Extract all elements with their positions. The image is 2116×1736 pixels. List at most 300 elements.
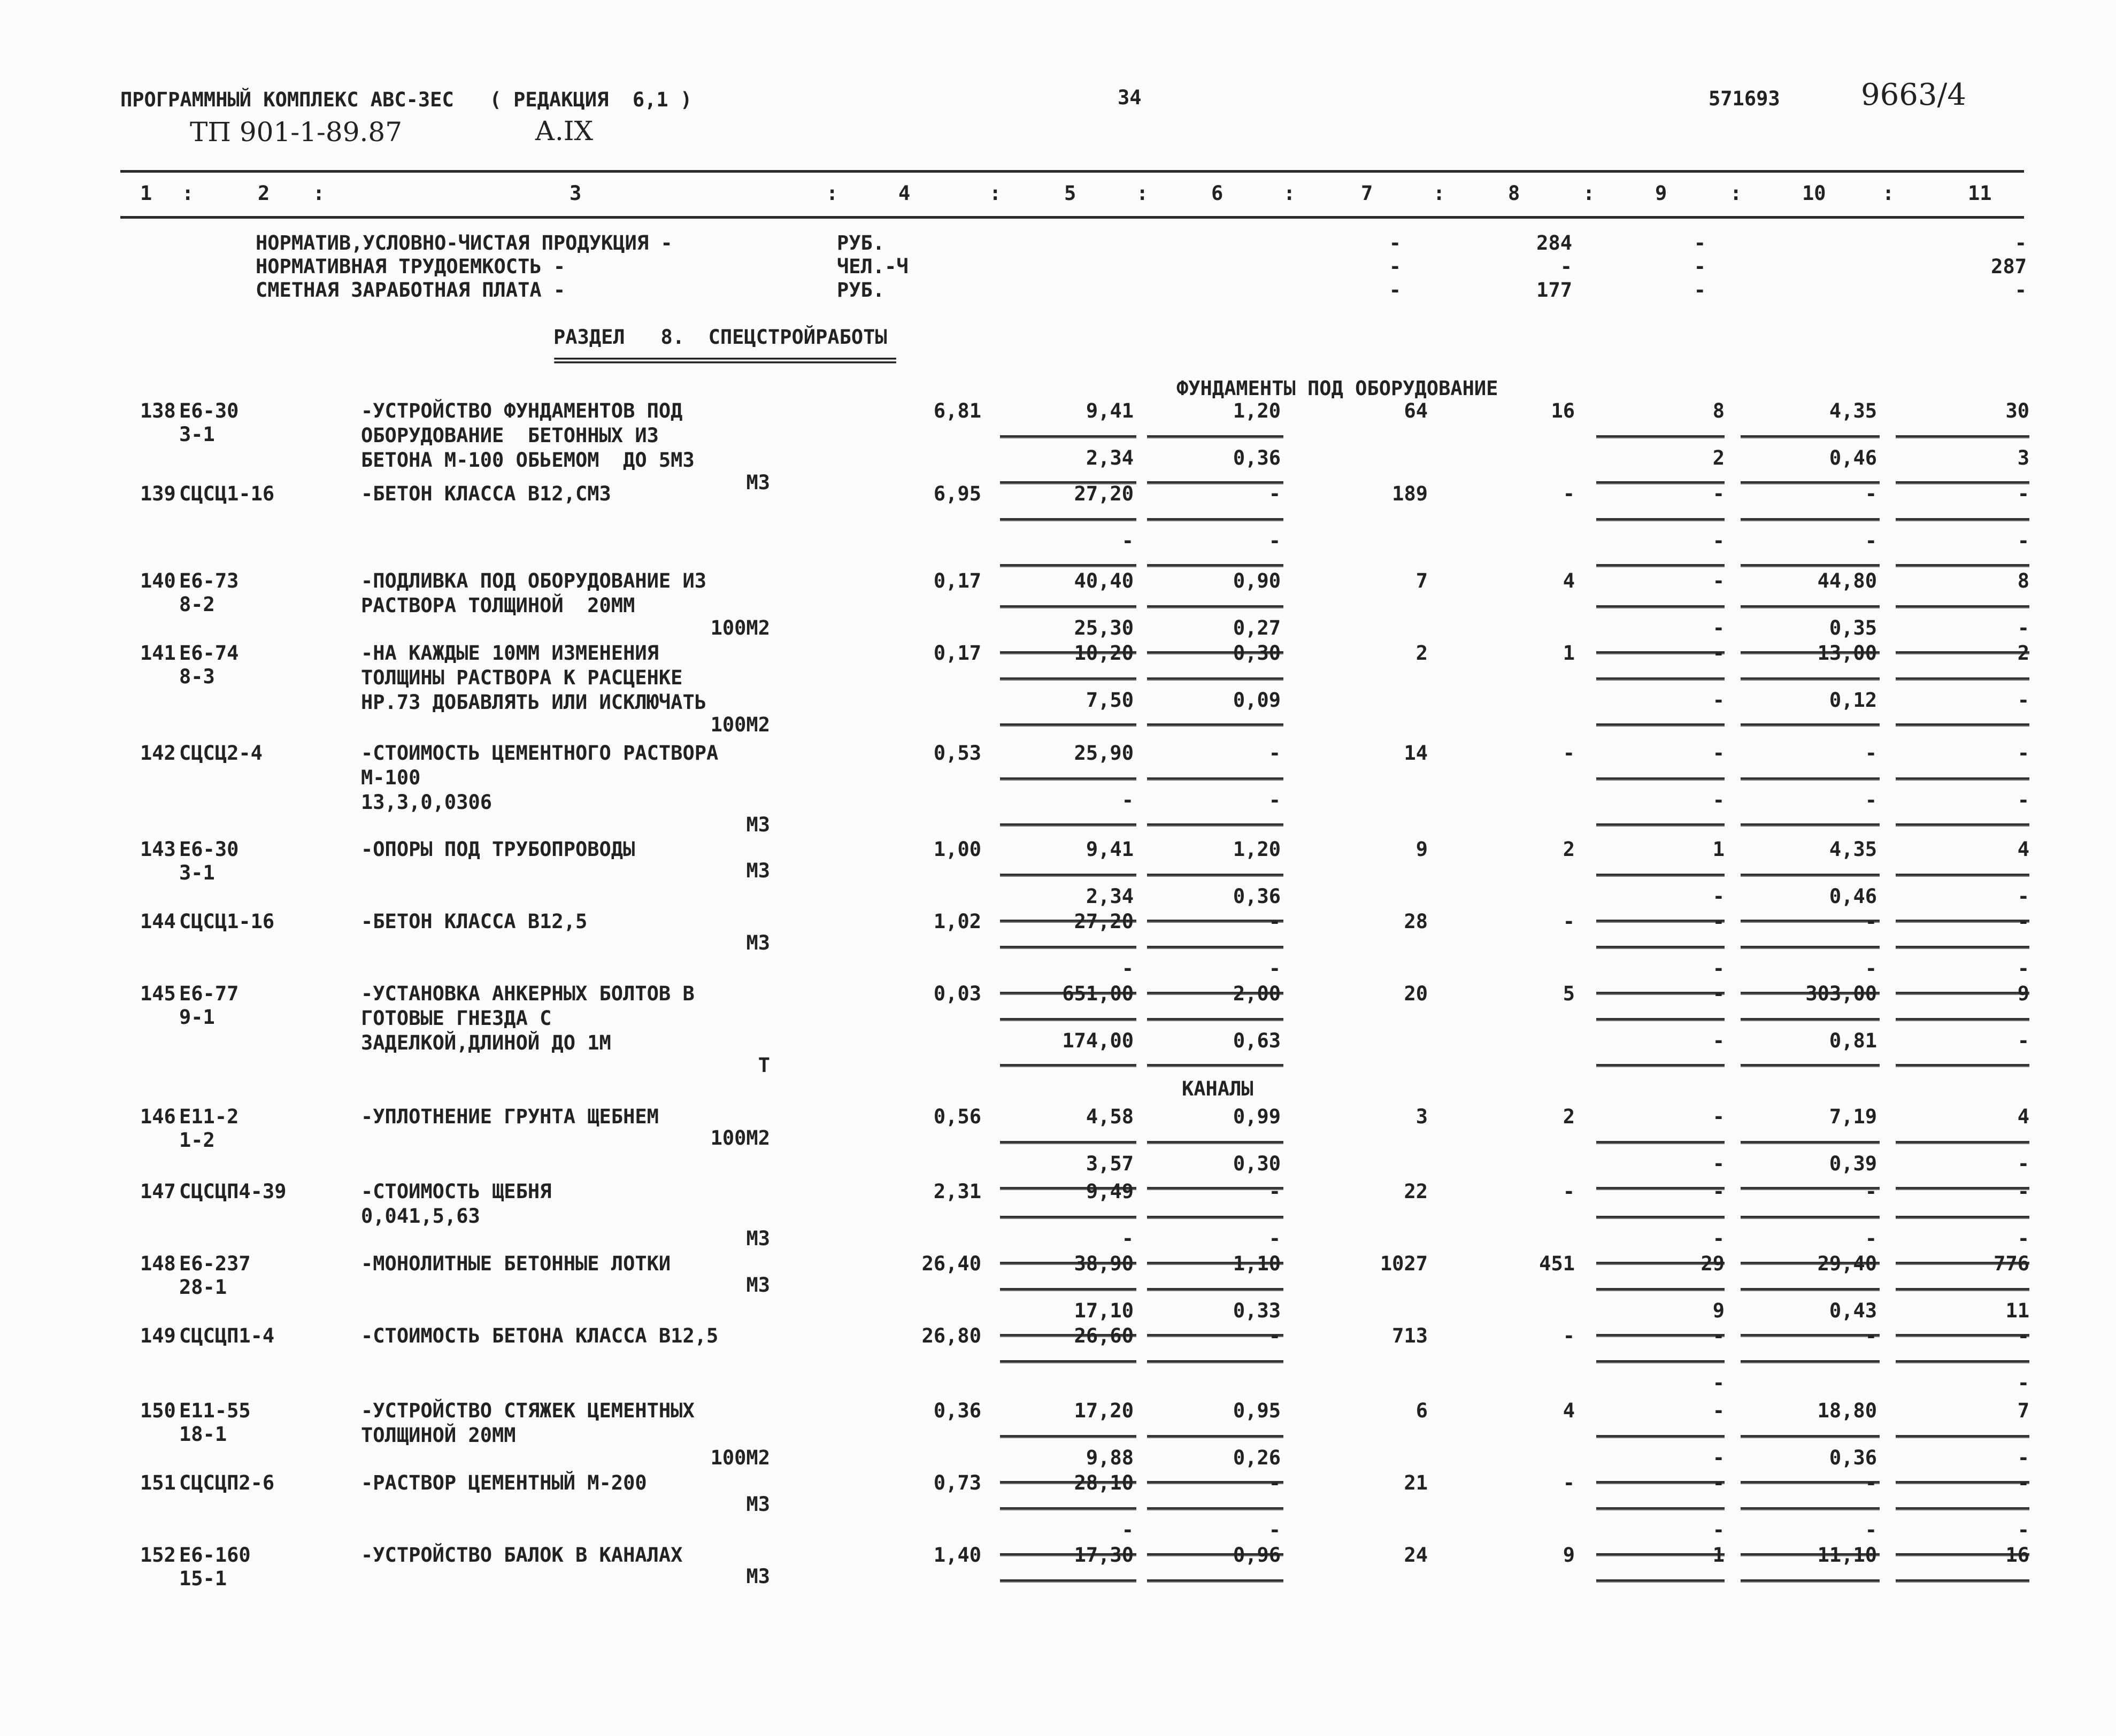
value-underline <box>1147 518 1283 521</box>
row-secondary-c11: 11 <box>2005 1299 2029 1322</box>
row-unit: 100М2 <box>710 616 770 639</box>
row-value-c10: 18,80 <box>1817 1399 1877 1422</box>
summary-col11: - <box>2014 279 2027 302</box>
header-top-rule <box>120 170 2024 173</box>
row-value-c5: 17,30 <box>1074 1544 1134 1567</box>
row-secondary-c11: - <box>2017 1446 2029 1469</box>
rate-code: Е6-30 <box>179 838 239 861</box>
row-number: 146 <box>140 1105 176 1128</box>
summary-unit: РУБ. <box>837 279 885 302</box>
row-description: БЕТОНА М-100 ОБЬЕМОМ ДО 5М3 <box>361 449 695 472</box>
value-underline <box>1896 1064 2029 1067</box>
value-underline <box>1596 1288 1725 1291</box>
row-value-c6: 0,99 <box>1233 1105 1281 1128</box>
row-value-c11: - <box>2017 742 2029 765</box>
summary-col8: - <box>1560 255 1572 278</box>
row-value-c9: 8 <box>1712 399 1725 422</box>
rate-code-sub: 3-1 <box>179 423 215 446</box>
row-value-c9: - <box>1712 1180 1725 1203</box>
value-underline <box>1000 874 1136 877</box>
row-value-c8: 2 <box>1563 1105 1575 1128</box>
summary-col11: - <box>2014 232 2027 254</box>
row-secondary-c9: - <box>1712 789 1725 812</box>
value-underline <box>1596 605 1725 608</box>
row-value-c4: 2,31 <box>933 1180 981 1203</box>
row-value-c8: 9 <box>1563 1544 1575 1567</box>
row-secondary-c5: - <box>1121 1518 1134 1541</box>
row-secondary-c10: 0,46 <box>1829 446 1877 469</box>
row-secondary-c9: - <box>1712 1446 1725 1469</box>
row-secondary-c9: 9 <box>1712 1299 1725 1322</box>
value-underline <box>1596 1141 1725 1144</box>
row-value-c5: 9,49 <box>1086 1180 1134 1203</box>
row-value-c10: 4,35 <box>1829 838 1877 861</box>
summary-col9: - <box>1694 255 1706 278</box>
value-underline <box>1596 564 1725 567</box>
column-separator: : <box>1583 182 1595 205</box>
column-separator: : <box>1730 182 1742 205</box>
value-underline <box>1147 946 1283 949</box>
row-secondary-c6: - <box>1268 529 1281 552</box>
row-description: НР.73 ДОБАВЛЯТЬ ИЛИ ИСКЛЮЧАТЬ <box>361 691 707 714</box>
row-secondary-c5: - <box>1121 789 1134 812</box>
row-value-c11: 776 <box>1994 1252 2029 1275</box>
column-header-7: 7 <box>1361 182 1373 205</box>
row-value-c7: 28 <box>1404 910 1428 933</box>
row-unit: 100М2 <box>710 1127 770 1149</box>
row-value-c7: 20 <box>1404 982 1428 1005</box>
rate-code-sub: 9-1 <box>179 1006 215 1029</box>
rate-code-sub: 15-1 <box>179 1567 227 1590</box>
rate-code: Е6-237 <box>179 1252 251 1275</box>
summary-col7: - <box>1389 255 1401 278</box>
row-value-c4: 0,53 <box>933 742 981 765</box>
row-secondary-c10: 0,46 <box>1829 885 1877 908</box>
rate-code-sub: 18-1 <box>179 1423 227 1446</box>
row-value-c8: - <box>1563 910 1575 933</box>
row-unit: М3 <box>746 1227 770 1250</box>
rate-code: СЦСЦП2-6 <box>179 1471 275 1494</box>
value-underline <box>1596 1435 1725 1438</box>
value-underline <box>1596 1064 1725 1067</box>
value-underline <box>1741 677 1880 681</box>
row-description: -НА КАЖДЫЕ 10ММ ИЗМЕНЕНИЯ <box>361 642 659 665</box>
row-description: М-100 <box>361 766 421 789</box>
summary-label: НОРМАТИВНАЯ ТРУДОЕМКОСТЬ - <box>256 255 566 278</box>
row-value-c5: 28,10 <box>1074 1471 1134 1494</box>
column-header-4: 4 <box>898 182 911 205</box>
row-description: -РАСТВОР ЦЕМЕНТНЫЙ М-200 <box>361 1471 647 1494</box>
row-value-c8: 1 <box>1563 642 1575 665</box>
column-separator: : <box>1882 182 1895 205</box>
row-value-c9: - <box>1712 742 1725 765</box>
value-underline <box>1147 1018 1283 1021</box>
row-value-c4: 26,40 <box>921 1252 981 1275</box>
row-secondary-c9: - <box>1712 1227 1725 1250</box>
value-underline <box>1896 677 2029 681</box>
value-underline <box>1147 723 1283 727</box>
row-secondary-c11: - <box>2017 1227 2029 1250</box>
row-value-c11: 7 <box>2017 1399 2029 1422</box>
row-unit: М3 <box>746 1565 770 1588</box>
value-underline <box>1000 1064 1136 1067</box>
row-number: 148 <box>140 1252 176 1275</box>
value-underline <box>1147 1064 1283 1067</box>
row-value-c5: 651,00 <box>1062 982 1134 1005</box>
row-value-c10: 4,35 <box>1829 399 1877 422</box>
row-secondary-c6: - <box>1268 789 1281 812</box>
row-value-c11: 16 <box>2005 1544 2029 1567</box>
row-value-c8: 16 <box>1551 399 1575 422</box>
row-value-c7: 189 <box>1392 482 1428 505</box>
value-underline <box>1000 777 1136 781</box>
value-underline <box>1896 1288 2029 1291</box>
row-value-c9: - <box>1712 482 1725 505</box>
row-value-c7: 9 <box>1415 838 1428 861</box>
value-underline <box>1000 946 1136 949</box>
row-value-c9: - <box>1712 1399 1725 1422</box>
row-value-c7: 21 <box>1404 1471 1428 1494</box>
column-separator: : <box>1283 182 1296 205</box>
column-separator: : <box>1136 182 1149 205</box>
column-header-3: 3 <box>570 182 582 205</box>
row-number: 141 <box>140 642 176 665</box>
summary-label: НОРМАТИВ,УСЛОВНО-ЧИСТАЯ ПРОДУКЦИЯ - <box>256 232 673 254</box>
row-number: 142 <box>140 742 176 765</box>
row-value-c10: - <box>1865 910 1877 933</box>
row-description: -УСТРОЙСТВО БАЛОК В КАНАЛАХ <box>361 1544 683 1567</box>
row-value-c10: 7,19 <box>1829 1105 1877 1128</box>
row-secondary-c11: - <box>2017 529 2029 552</box>
row-value-c9: - <box>1712 910 1725 933</box>
row-secondary-c9: - <box>1712 529 1725 552</box>
summary-unit: ЧЕЛ.-Ч <box>837 255 909 278</box>
value-underline <box>1147 1141 1283 1144</box>
row-value-c10: - <box>1865 742 1877 765</box>
rate-code: Е6-77 <box>179 982 239 1005</box>
value-underline <box>1147 605 1283 608</box>
row-value-c9: - <box>1712 1471 1725 1494</box>
row-value-c11: - <box>2017 1471 2029 1494</box>
row-value-c5: 27,20 <box>1074 482 1134 505</box>
row-value-c10: - <box>1865 482 1877 505</box>
row-value-c9: - <box>1712 569 1725 592</box>
row-secondary-c10: 0,43 <box>1829 1299 1877 1322</box>
row-secondary-c9: - <box>1712 1029 1725 1052</box>
row-unit: М3 <box>746 931 770 954</box>
value-underline <box>1596 435 1725 438</box>
rate-code-sub: 8-2 <box>179 593 215 616</box>
row-secondary-c5: 3,57 <box>1086 1152 1134 1175</box>
value-underline <box>1596 823 1725 827</box>
row-value-c5: 40,40 <box>1074 569 1134 592</box>
row-value-c9: - <box>1712 1105 1725 1128</box>
row-number: 149 <box>140 1324 176 1347</box>
row-value-c8: 5 <box>1563 982 1575 1005</box>
row-value-c6: 0,30 <box>1233 642 1281 665</box>
row-value-c9: 29 <box>1701 1252 1725 1275</box>
value-underline <box>1896 1579 2029 1583</box>
row-secondary-c9: - <box>1712 1371 1725 1394</box>
value-underline <box>1000 1579 1136 1583</box>
row-value-c5: 4,58 <box>1086 1105 1134 1128</box>
row-secondary-c10: 0,39 <box>1829 1152 1877 1175</box>
row-secondary-c9: - <box>1712 1518 1725 1541</box>
row-value-c8: - <box>1563 1324 1575 1347</box>
column-header-2: 2 <box>258 182 270 205</box>
row-value-c5: 9,41 <box>1086 838 1134 861</box>
row-secondary-c9: - <box>1712 616 1725 639</box>
value-underline <box>1896 564 2029 567</box>
value-underline <box>1741 1579 1880 1583</box>
value-underline <box>1147 874 1283 877</box>
row-secondary-c11: - <box>2017 1518 2029 1541</box>
row-secondary-c9: 2 <box>1712 446 1725 469</box>
row-value-c8: 2 <box>1563 838 1575 861</box>
row-description: -УПЛОТНЕНИЕ ГРУНТА ЩЕБНЕМ <box>361 1105 659 1128</box>
row-secondary-c9: - <box>1712 1152 1725 1175</box>
row-secondary-c5: - <box>1121 1227 1134 1250</box>
row-value-c7: 6 <box>1415 1399 1428 1422</box>
value-underline <box>1000 1141 1136 1144</box>
row-secondary-c6: 0,26 <box>1233 1446 1281 1469</box>
row-description: ГОТОВЫЕ ГНЕЗДА С <box>361 1007 552 1030</box>
row-description: -ПОДЛИВКА ПОД ОБОРУДОВАНИЕ ИЗ <box>361 569 707 592</box>
row-value-c4: 0,73 <box>933 1471 981 1494</box>
row-unit: 100М2 <box>710 713 770 736</box>
value-underline <box>1000 1018 1136 1021</box>
row-number: 144 <box>140 910 176 933</box>
rate-code: СЦСЦП1-4 <box>179 1324 275 1347</box>
rate-code-sub: 3-1 <box>179 861 215 884</box>
row-secondary-c9: - <box>1712 689 1725 712</box>
row-value-c10: 11,10 <box>1817 1544 1877 1567</box>
row-value-c9: - <box>1712 982 1725 1005</box>
row-number: 138 <box>140 399 176 422</box>
value-underline <box>1741 1507 1880 1510</box>
row-value-c10: 303,00 <box>1805 982 1877 1005</box>
value-underline <box>1896 1216 2029 1219</box>
summary-col9: - <box>1694 279 1706 302</box>
row-secondary-c11: 3 <box>2017 446 2029 469</box>
row-secondary-c10: 0,12 <box>1829 689 1877 712</box>
row-secondary-c6: 0,27 <box>1233 616 1281 639</box>
row-value-c6: 1,20 <box>1233 399 1281 422</box>
value-underline <box>1147 1435 1283 1438</box>
row-value-c8: - <box>1563 1180 1575 1203</box>
row-value-c10: 44,80 <box>1817 569 1877 592</box>
row-value-c11: - <box>2017 482 2029 505</box>
column-separator: : <box>313 182 325 205</box>
column-separator: : <box>826 182 838 205</box>
row-value-c8: - <box>1563 482 1575 505</box>
row-value-c8: - <box>1563 742 1575 765</box>
summary-label: СМЕТНАЯ ЗАРАБОТНАЯ ПЛАТА - <box>256 279 566 302</box>
row-description: ОБОРУДОВАНИЕ БЕТОННЫХ ИЗ <box>361 424 659 447</box>
value-underline <box>1000 435 1136 438</box>
row-value-c11: 4 <box>2017 1105 2029 1128</box>
value-underline <box>1896 1018 2029 1021</box>
row-secondary-c5: 174,00 <box>1062 1029 1134 1052</box>
row-value-c4: 0,56 <box>933 1105 981 1128</box>
value-underline <box>1896 1141 2029 1144</box>
program-title: ПРОГРАММНЫЙ КОМПЛЕКС АВС-ЗЕС ( РЕДАКЦИЯ 6,1 ) <box>120 88 692 111</box>
row-value-c11: 2 <box>2017 642 2029 665</box>
value-underline <box>1896 1507 2029 1510</box>
value-underline <box>1000 723 1136 727</box>
rate-code: Е11-2 <box>179 1105 239 1128</box>
row-secondary-c10: - <box>1865 1227 1877 1250</box>
row-value-c4: 0,36 <box>933 1399 981 1422</box>
value-underline <box>1147 1507 1283 1510</box>
row-value-c4: 26,80 <box>921 1324 981 1347</box>
row-number: 140 <box>140 569 176 592</box>
value-underline <box>1596 946 1725 949</box>
column-header-11: 11 <box>1968 182 1992 205</box>
value-underline <box>1000 1216 1136 1219</box>
row-value-c9: - <box>1712 1324 1725 1347</box>
row-value-c7: 14 <box>1404 742 1428 765</box>
value-underline <box>1741 518 1880 521</box>
value-underline <box>1741 1064 1880 1067</box>
value-underline <box>1147 1288 1283 1291</box>
row-value-c9: 1 <box>1712 1544 1725 1567</box>
row-secondary-c11: - <box>2017 1029 2029 1052</box>
row-description: ЗАДЕЛКОЙ,ДЛИНОЙ ДО 1М <box>361 1031 611 1054</box>
header-bottom-rule <box>120 216 2024 219</box>
value-underline <box>1741 435 1880 438</box>
value-underline <box>1896 874 2029 877</box>
row-secondary-c6: - <box>1268 1518 1281 1541</box>
row-unit: М3 <box>746 1274 770 1297</box>
value-underline <box>1896 823 2029 827</box>
rate-code: Е6-74 <box>179 642 239 665</box>
row-secondary-c6: 0,36 <box>1233 885 1281 908</box>
handwritten-number: 9663/4 <box>1861 78 1967 112</box>
row-value-c11: 30 <box>2005 399 2029 422</box>
value-underline <box>1741 946 1880 949</box>
summary-col8: 177 <box>1536 279 1572 302</box>
row-value-c6: - <box>1268 910 1281 933</box>
rate-code-sub: 8-3 <box>179 665 215 688</box>
row-value-c7: 713 <box>1392 1324 1428 1347</box>
row-value-c4: 0,17 <box>933 569 981 592</box>
row-secondary-c5: 7,50 <box>1086 689 1134 712</box>
row-secondary-c6: - <box>1268 957 1281 980</box>
row-value-c4: 0,03 <box>933 982 981 1005</box>
row-value-c11: 8 <box>2017 569 2029 592</box>
row-value-c11: - <box>2017 910 2029 933</box>
row-value-c10: - <box>1865 1471 1877 1494</box>
row-secondary-c5: 25,30 <box>1074 616 1134 639</box>
column-header-8: 8 <box>1508 182 1520 205</box>
row-value-c7: 2 <box>1415 642 1428 665</box>
row-description: -ОПОРЫ ПОД ТРУБОПРОВОДЫ <box>361 838 635 861</box>
row-value-c5: 17,20 <box>1074 1399 1134 1422</box>
section-title: РАЗДЕЛ 8. СПЕЦСТРОЙРАБОТЫ <box>553 326 887 349</box>
value-underline <box>1596 723 1725 727</box>
value-underline <box>1147 435 1283 438</box>
rate-code: СЦСЦ1-16 <box>179 482 275 505</box>
value-underline <box>1147 564 1283 567</box>
column-separator: : <box>182 182 194 205</box>
row-value-c7: 7 <box>1415 569 1428 592</box>
rate-code-sub: 28-1 <box>179 1276 227 1299</box>
row-description: ТОЛЩИНЫ РАСТВОРА К РАСЦЕНКЕ <box>361 666 683 689</box>
value-underline <box>1741 605 1880 608</box>
summary-col7: - <box>1389 279 1401 302</box>
row-value-c10: - <box>1865 1180 1877 1203</box>
column-header-6: 6 <box>1211 182 1224 205</box>
row-description: -МОНОЛИТНЫЕ БЕТОННЫЕ ЛОТКИ <box>361 1252 671 1275</box>
row-value-c6: - <box>1268 1324 1281 1347</box>
row-value-c4: 1,40 <box>933 1544 981 1567</box>
value-underline <box>1147 1360 1283 1363</box>
row-secondary-c11: - <box>2017 1152 2029 1175</box>
column-header-10: 10 <box>1802 182 1826 205</box>
rate-code: СЦСЦП4-39 <box>179 1180 287 1203</box>
section-underline: =========================================== <box>553 351 896 370</box>
album-label: А.IX <box>535 115 594 146</box>
row-value-c6: 2,00 <box>1233 982 1281 1005</box>
row-secondary-c6: - <box>1268 1227 1281 1250</box>
summary-unit: РУБ. <box>837 232 885 254</box>
row-unit: 100М2 <box>710 1446 770 1469</box>
row-secondary-c5: - <box>1121 957 1134 980</box>
row-value-c7: 22 <box>1404 1180 1428 1203</box>
subsection-channels: КАНАЛЫ <box>1182 1077 1253 1100</box>
row-value-c10: 13,00 <box>1817 642 1877 665</box>
row-value-c6: 0,96 <box>1233 1544 1281 1567</box>
summary-col8: 284 <box>1536 232 1572 254</box>
row-value-c7: 3 <box>1415 1105 1428 1128</box>
column-header-5: 5 <box>1064 182 1076 205</box>
row-value-c11: - <box>2017 1180 2029 1203</box>
row-secondary-c11: - <box>2017 689 2029 712</box>
value-underline <box>1000 1507 1136 1510</box>
row-value-c5: 26,60 <box>1074 1324 1134 1347</box>
row-value-c8: 4 <box>1563 1399 1575 1422</box>
value-underline <box>1596 1579 1725 1583</box>
row-value-c6: 0,90 <box>1233 569 1281 592</box>
value-underline <box>1596 677 1725 681</box>
row-value-c7: 24 <box>1404 1544 1428 1567</box>
row-secondary-c10: - <box>1865 1518 1877 1541</box>
column-separator: : <box>989 182 1002 205</box>
row-secondary-c6: 0,09 <box>1233 689 1281 712</box>
page-number: 34 <box>1118 86 1142 109</box>
value-underline <box>1596 518 1725 521</box>
row-secondary-c10: - <box>1865 529 1877 552</box>
value-underline <box>1000 1360 1136 1363</box>
row-secondary-c11: - <box>2017 1371 2029 1394</box>
value-underline <box>1741 564 1880 567</box>
row-secondary-c11: - <box>2017 616 2029 639</box>
rate-code: Е6-73 <box>179 569 239 592</box>
row-value-c5: 10,20 <box>1074 642 1134 665</box>
row-value-c8: - <box>1563 1471 1575 1494</box>
row-value-c11: 9 <box>2017 982 2029 1005</box>
row-secondary-c10: 0,81 <box>1829 1029 1877 1052</box>
value-underline <box>1896 518 2029 521</box>
row-value-c10: - <box>1865 1324 1877 1347</box>
row-unit: М3 <box>746 1493 770 1516</box>
row-value-c5: 27,20 <box>1074 910 1134 933</box>
row-value-c9: - <box>1712 642 1725 665</box>
summary-col9: - <box>1694 232 1706 254</box>
value-underline <box>1000 1435 1136 1438</box>
row-number: 150 <box>140 1399 176 1422</box>
